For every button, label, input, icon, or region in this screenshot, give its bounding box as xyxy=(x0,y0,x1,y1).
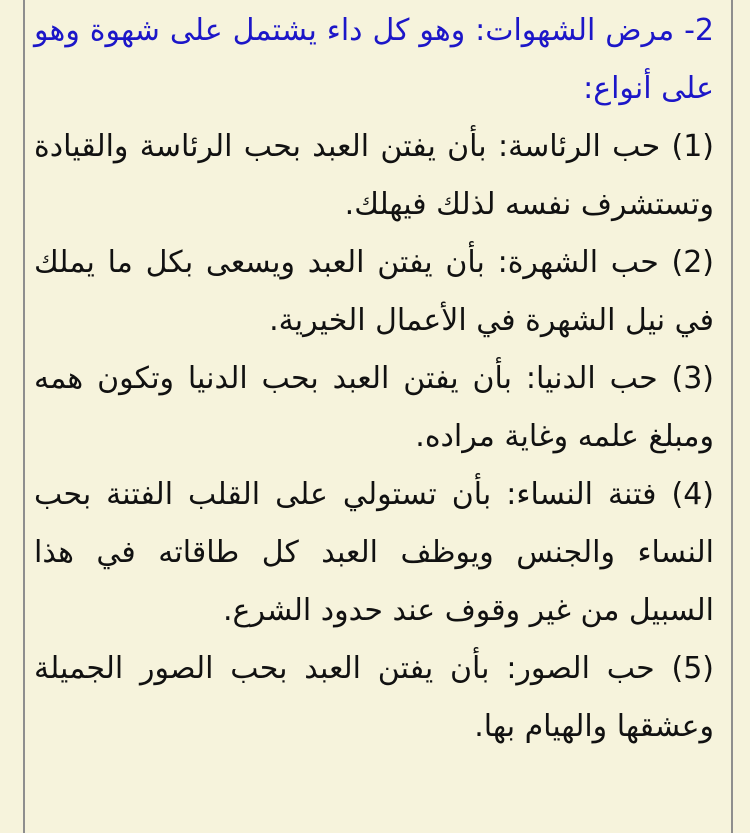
list-item-5: (5) حب الصور: بأن يفتن العبد بحب الصور الجميلة وعشقها والهيام بها. xyxy=(34,651,714,744)
list-item-4: (4) فتنة النساء: بأن تستولي على القلب الفتنة بحب النساء والجنس ويوظف العبد كل طاقاته في هذا السبيل من غير وقوف عند حدود الشرع. xyxy=(34,477,714,628)
list-item-3: (3) حب الدنيا: بأن يفتن العبد بحب الدنيا وتكون همه ومبلغ علمه وغاية مراده. xyxy=(34,361,714,454)
section-heading: 2- مرض الشهوات: وهو كل داء يشتمل على شهوة وهو على أنواع: xyxy=(34,13,714,106)
document-text xyxy=(34,2,714,756)
list-item-1: (1) حب الرئاسة: بأن يفتن العبد بحب الرئاسة والقيادة وتستشرف نفسه لذلك فيهلك. xyxy=(34,129,714,222)
list-item-2: (2) حب الشهرة: بأن يفتن العبد ويسعى بكل ما يملك في نيل الشهرة في الأعمال الخيرية. xyxy=(34,245,714,338)
